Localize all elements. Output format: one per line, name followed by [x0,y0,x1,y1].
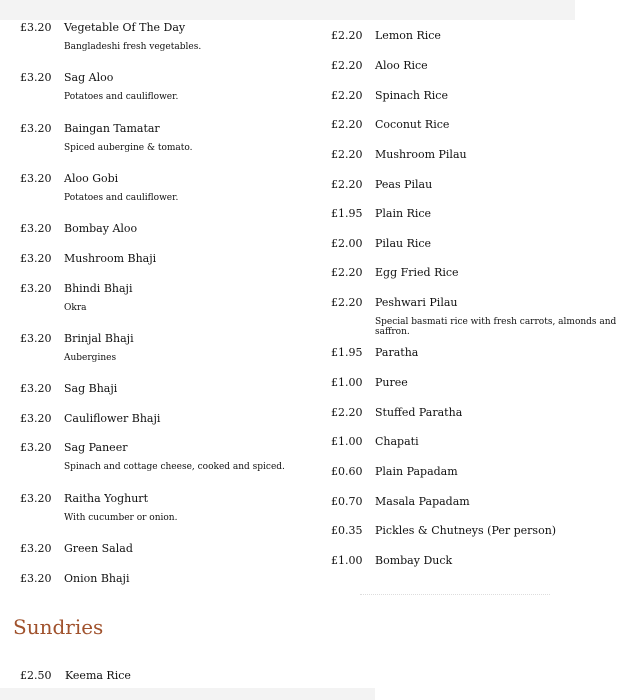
menu-item [0,252,330,265]
item-name: Chapati [375,435,419,448]
menu-item [330,266,639,279]
item-price: £0.35 [331,524,363,537]
item-name: Bhindi Bhaji [64,282,133,295]
menu-item [330,59,639,72]
menu-item [330,435,639,448]
item-price: £2.20 [331,29,363,42]
item-name: Lemon Rice [375,29,441,42]
menu-item [330,207,639,220]
item-name: Peas Pilau [375,178,433,191]
item-name: Baingan Tamatar [64,122,160,135]
item-price: £2.50 [20,669,52,682]
item-name: Green Salad [64,542,133,555]
item-price: £3.20 [20,172,52,185]
item-description: Spiced aubergine & tomato. [64,143,193,153]
menu-item [0,332,330,363]
menu-item [0,71,330,102]
item-name: Sag Bhaji [64,382,118,395]
item-price: £2.20 [331,89,363,102]
item-price: £1.00 [331,554,363,567]
item-price: £2.20 [331,59,363,72]
item-description: Bangladeshi fresh vegetables. [64,42,202,52]
item-name: Pickles & Chutneys (Per person) [375,524,557,537]
item-description: Okra [64,303,87,313]
item-name: Mushroom Pilau [375,148,467,161]
menu-item [330,465,639,478]
menu-item [0,21,330,52]
item-description: Spinach and cottage cheese, cooked and spiced. [64,462,285,472]
item-price: £2.20 [331,178,363,191]
item-price: £1.95 [331,207,363,220]
item-price: £3.20 [20,122,52,135]
item-name: Puree [375,376,408,389]
item-price: £3.20 [20,252,52,265]
item-name: Onion Bhaji [64,572,130,585]
menu-item [330,346,639,359]
menu-item [330,376,639,389]
menu-item [0,412,330,425]
menu-item [0,222,330,235]
item-name: Plain Rice [375,207,432,220]
item-name: Pilau Rice [375,237,432,250]
item-price: £3.20 [20,441,52,454]
item-name: Peshwari Pilau [375,296,458,309]
menu-item [330,296,639,337]
item-name: Mushroom Bhaji [64,252,157,265]
item-price: £3.20 [20,282,52,295]
item-price: £3.20 [20,382,52,395]
item-description: Aubergines [64,353,117,363]
item-description: Potatoes and cauliflower. [64,92,179,102]
menu-item [330,495,639,508]
item-price: £2.20 [331,406,363,419]
item-name: Bombay Duck [375,554,453,567]
item-price: £0.70 [331,495,363,508]
menu-item [0,122,330,153]
item-name: Paratha [375,346,419,359]
item-name: Stuffed Paratha [375,406,463,419]
item-price: £1.95 [331,346,363,359]
menu-item [0,542,330,555]
menu-item [330,29,639,42]
menu-item [0,282,330,313]
item-name: Sag Paneer [64,441,128,454]
item-description: With cucumber or onion. [64,513,178,523]
item-price: £2.20 [331,118,363,131]
item-price: £2.20 [331,266,363,279]
item-name: Aloo Gobi [64,172,119,185]
menu-item [0,572,330,585]
top-band [0,0,575,20]
menu-item [330,118,639,131]
menu-item [330,178,639,191]
item-name: Coconut Rice [375,118,450,131]
item-name: Spinach Rice [375,89,448,102]
item-name: Plain Papadam [375,465,458,478]
item-name: Vegetable Of The Day [64,21,186,34]
item-price: £3.20 [20,21,52,34]
item-price: £3.20 [20,492,52,505]
menu-item [330,148,639,161]
menu-item [330,554,639,567]
menu-item [330,89,639,102]
item-name: Raitha Yoghurt [64,492,148,505]
item-name: Egg Fried Rice [375,266,459,279]
item-price: £2.20 [331,296,363,309]
item-price: £3.20 [20,71,52,84]
menu-item [0,382,330,395]
item-description: Potatoes and cauliflower. [64,193,179,203]
menu-item [0,172,330,203]
menu-item [0,492,330,523]
menu-item [330,406,639,419]
item-description: Special basmati rice with fresh carrots, almonds and saffron. [375,317,617,337]
item-name: Bombay Aloo [64,222,138,235]
item-price: £3.20 [20,332,52,345]
item-price: £2.00 [331,237,363,250]
item-name: Brinjal Bhaji [64,332,134,345]
item-name: Masala Papadam [375,495,470,508]
item-name: Cauliflower Bhaji [64,412,161,425]
item-price: £2.20 [331,148,363,161]
menu-item [330,524,639,537]
menu-item [330,237,639,250]
item-name: Keema Rice [65,669,131,682]
item-name: Aloo Rice [375,59,428,72]
item-price: £1.00 [331,435,363,448]
menu-item [0,441,330,472]
item-price: £3.20 [20,222,52,235]
item-price: £3.20 [20,572,52,585]
item-price: £3.20 [20,412,52,425]
divider [360,594,550,595]
section-heading-sundries: Sundries [13,615,104,639]
item-price: £0.60 [331,465,363,478]
bottom-band [0,688,375,700]
item-price: £1.00 [331,376,363,389]
item-price: £3.20 [20,542,52,555]
item-name: Sag Aloo [64,71,114,84]
